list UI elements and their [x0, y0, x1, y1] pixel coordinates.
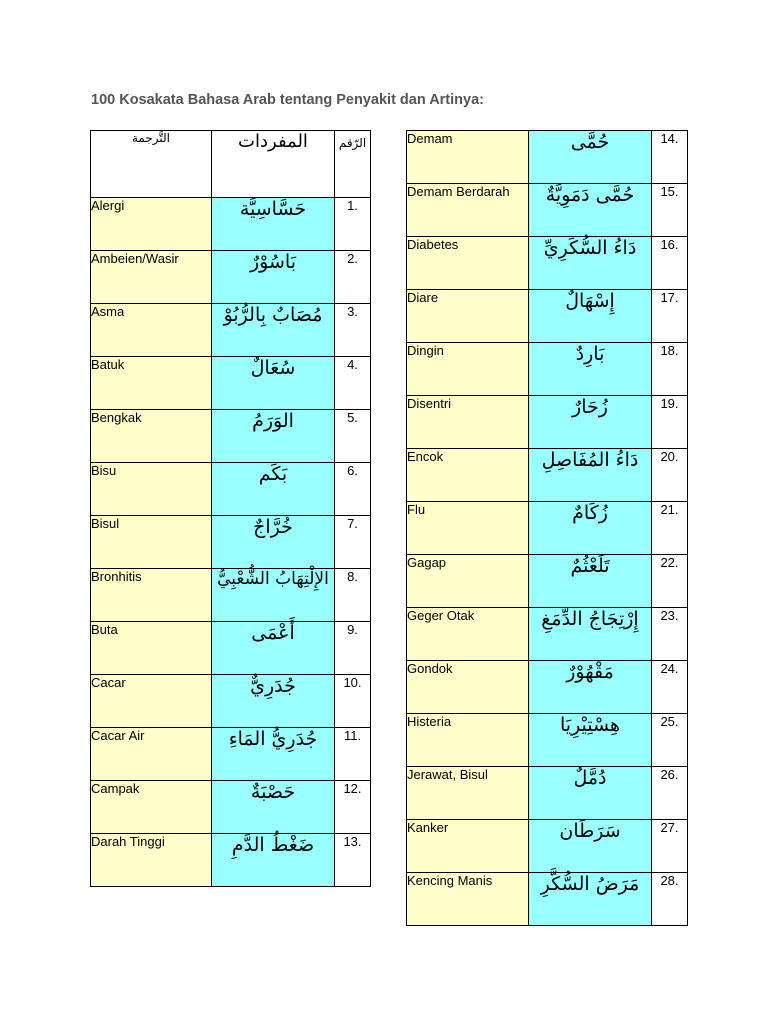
- translation-cell: Bisu: [91, 463, 212, 516]
- translation-cell: Histeria: [407, 714, 529, 767]
- arabic-cell: دَاءُ السُّكَرِيِّ: [529, 237, 652, 290]
- arabic-cell: حَصْبَةٌ: [212, 781, 335, 834]
- number-cell: 21.: [652, 502, 688, 555]
- table-row: [407, 873, 688, 926]
- number-cell: 17.: [652, 290, 688, 343]
- table-row: [91, 251, 371, 304]
- translation-cell: Cacar Air: [91, 728, 212, 781]
- arabic-cell: جُدَرِيُّ المَاءِ: [212, 728, 335, 781]
- table-row: [91, 781, 371, 834]
- number-cell: 4.: [335, 357, 371, 410]
- arabic-cell: جُدَرِيٌّ: [212, 675, 335, 728]
- arabic-cell: سُعَالٌ: [212, 357, 335, 410]
- table-row: [91, 834, 371, 887]
- number-cell: 15.: [652, 184, 688, 237]
- number-cell: 8.: [335, 569, 371, 622]
- arabic-cell: إِسْهَالٌ: [529, 290, 652, 343]
- number-cell: 9.: [335, 622, 371, 675]
- header-vocabulary: المفردات: [212, 131, 335, 198]
- translation-cell: Encok: [407, 449, 529, 502]
- arabic-cell: مَرَضُ السُّكَّرِ: [529, 873, 652, 926]
- table-row: [91, 463, 371, 516]
- page-title: 100 Kosakata Bahasa Arab tentang Penyakit dan Artinya:: [91, 92, 484, 108]
- translation-cell: Demam Berdarah: [407, 184, 529, 237]
- number-cell: 11.: [335, 728, 371, 781]
- translation-cell: Asma: [91, 304, 212, 357]
- arabic-cell: بَارِدٌ: [529, 343, 652, 396]
- table-row: [91, 516, 371, 569]
- table-row: [91, 410, 371, 463]
- table-row: [407, 661, 688, 714]
- table-row: [91, 728, 371, 781]
- arabic-cell: دَاءُ المُفَاصِلِ: [529, 449, 652, 502]
- arabic-cell: أَعْمَى: [212, 622, 335, 675]
- number-cell: 3.: [335, 304, 371, 357]
- arabic-cell: الوَرَمُ: [212, 410, 335, 463]
- table-row: [407, 184, 688, 237]
- number-cell: 10.: [335, 675, 371, 728]
- translation-cell: Flu: [407, 502, 529, 555]
- translation-cell: Gondok: [407, 661, 529, 714]
- arabic-cell: سَرَطَان: [529, 820, 652, 873]
- table-row: [91, 569, 371, 622]
- arabic-cell: بَاسُوْرٌ: [212, 251, 335, 304]
- number-cell: 24.: [652, 661, 688, 714]
- number-cell: 14.: [652, 131, 688, 184]
- translation-cell: Gagap: [407, 555, 529, 608]
- translation-cell: Diare: [407, 290, 529, 343]
- number-cell: 25.: [652, 714, 688, 767]
- translation-cell: Jerawat, Bisul: [407, 767, 529, 820]
- table-row: [407, 343, 688, 396]
- arabic-cell: تَلَعْثُمٌ: [529, 555, 652, 608]
- translation-cell: Bronhitis: [91, 569, 212, 622]
- number-cell: 7.: [335, 516, 371, 569]
- header-number: الرّقم: [335, 131, 371, 198]
- arabic-cell: الإِلْتِهَابُ الشُّعْبِيُّ: [212, 569, 335, 622]
- table-row: [407, 396, 688, 449]
- number-cell: 13.: [335, 834, 371, 887]
- table-row: [407, 237, 688, 290]
- translation-cell: Diabetes: [407, 237, 529, 290]
- arabic-cell: زُكَامٌ: [529, 502, 652, 555]
- translation-cell: Disentri: [407, 396, 529, 449]
- table-row: [407, 608, 688, 661]
- table-row: [407, 502, 688, 555]
- arabic-cell: حُمَّى دَمَوِيَّةٌ: [529, 184, 652, 237]
- number-cell: 6.: [335, 463, 371, 516]
- table-row: [91, 675, 371, 728]
- table-row: [407, 714, 688, 767]
- vocab-table-left: [90, 130, 371, 887]
- translation-cell: Demam: [407, 131, 529, 184]
- number-cell: 2.: [335, 251, 371, 304]
- arabic-cell: حُمَّى: [529, 131, 652, 184]
- number-cell: 1.: [335, 198, 371, 251]
- header-translation: التَّرجمة: [91, 131, 212, 198]
- vocab-table-right: [406, 130, 688, 926]
- arabic-cell: بَكَم: [212, 463, 335, 516]
- number-cell: 27.: [652, 820, 688, 873]
- number-cell: 18.: [652, 343, 688, 396]
- translation-cell: Buta: [91, 622, 212, 675]
- table-row: [91, 357, 371, 410]
- arabic-cell: مُصَابٌ بِالرُّبُوْ: [212, 304, 335, 357]
- arabic-cell: مَقْهُوْرٌ: [529, 661, 652, 714]
- table-header-row: [91, 131, 371, 198]
- arabic-cell: حَسَّاسِيَّة: [212, 198, 335, 251]
- arabic-cell: هِسْتِيْرِيَا: [529, 714, 652, 767]
- number-cell: 16.: [652, 237, 688, 290]
- number-cell: 12.: [335, 781, 371, 834]
- table-row: [407, 555, 688, 608]
- translation-cell: Alergi: [91, 198, 212, 251]
- translation-cell: Bengkak: [91, 410, 212, 463]
- table-row: [407, 131, 688, 184]
- translation-cell: Batuk: [91, 357, 212, 410]
- translation-cell: Campak: [91, 781, 212, 834]
- number-cell: 22.: [652, 555, 688, 608]
- translation-cell: Cacar: [91, 675, 212, 728]
- arabic-cell: دُمَّلٌ: [529, 767, 652, 820]
- table-row: [407, 449, 688, 502]
- arabic-cell: ضَغْطُ الدَّمِ: [212, 834, 335, 887]
- translation-cell: Darah Tinggi: [91, 834, 212, 887]
- number-cell: 5.: [335, 410, 371, 463]
- table-row: [407, 820, 688, 873]
- translation-cell: Ambeien/Wasir: [91, 251, 212, 304]
- number-cell: 28.: [652, 873, 688, 926]
- arabic-cell: خُرَّاجٌ: [212, 516, 335, 569]
- arabic-cell: زُحَارٌ: [529, 396, 652, 449]
- number-cell: 26.: [652, 767, 688, 820]
- table-row: [91, 304, 371, 357]
- translation-cell: Kanker: [407, 820, 529, 873]
- arabic-cell: إِرْتِجَاجُ الدِّمَغِ: [529, 608, 652, 661]
- number-cell: 20.: [652, 449, 688, 502]
- translation-cell: Geger Otak: [407, 608, 529, 661]
- translation-cell: Bisul: [91, 516, 212, 569]
- number-cell: 19.: [652, 396, 688, 449]
- table-row: [91, 622, 371, 675]
- number-cell: 23.: [652, 608, 688, 661]
- table-row: [91, 198, 371, 251]
- table-row: [407, 290, 688, 343]
- translation-cell: Kencing Manis: [407, 873, 529, 926]
- translation-cell: Dingin: [407, 343, 529, 396]
- table-row: [407, 767, 688, 820]
